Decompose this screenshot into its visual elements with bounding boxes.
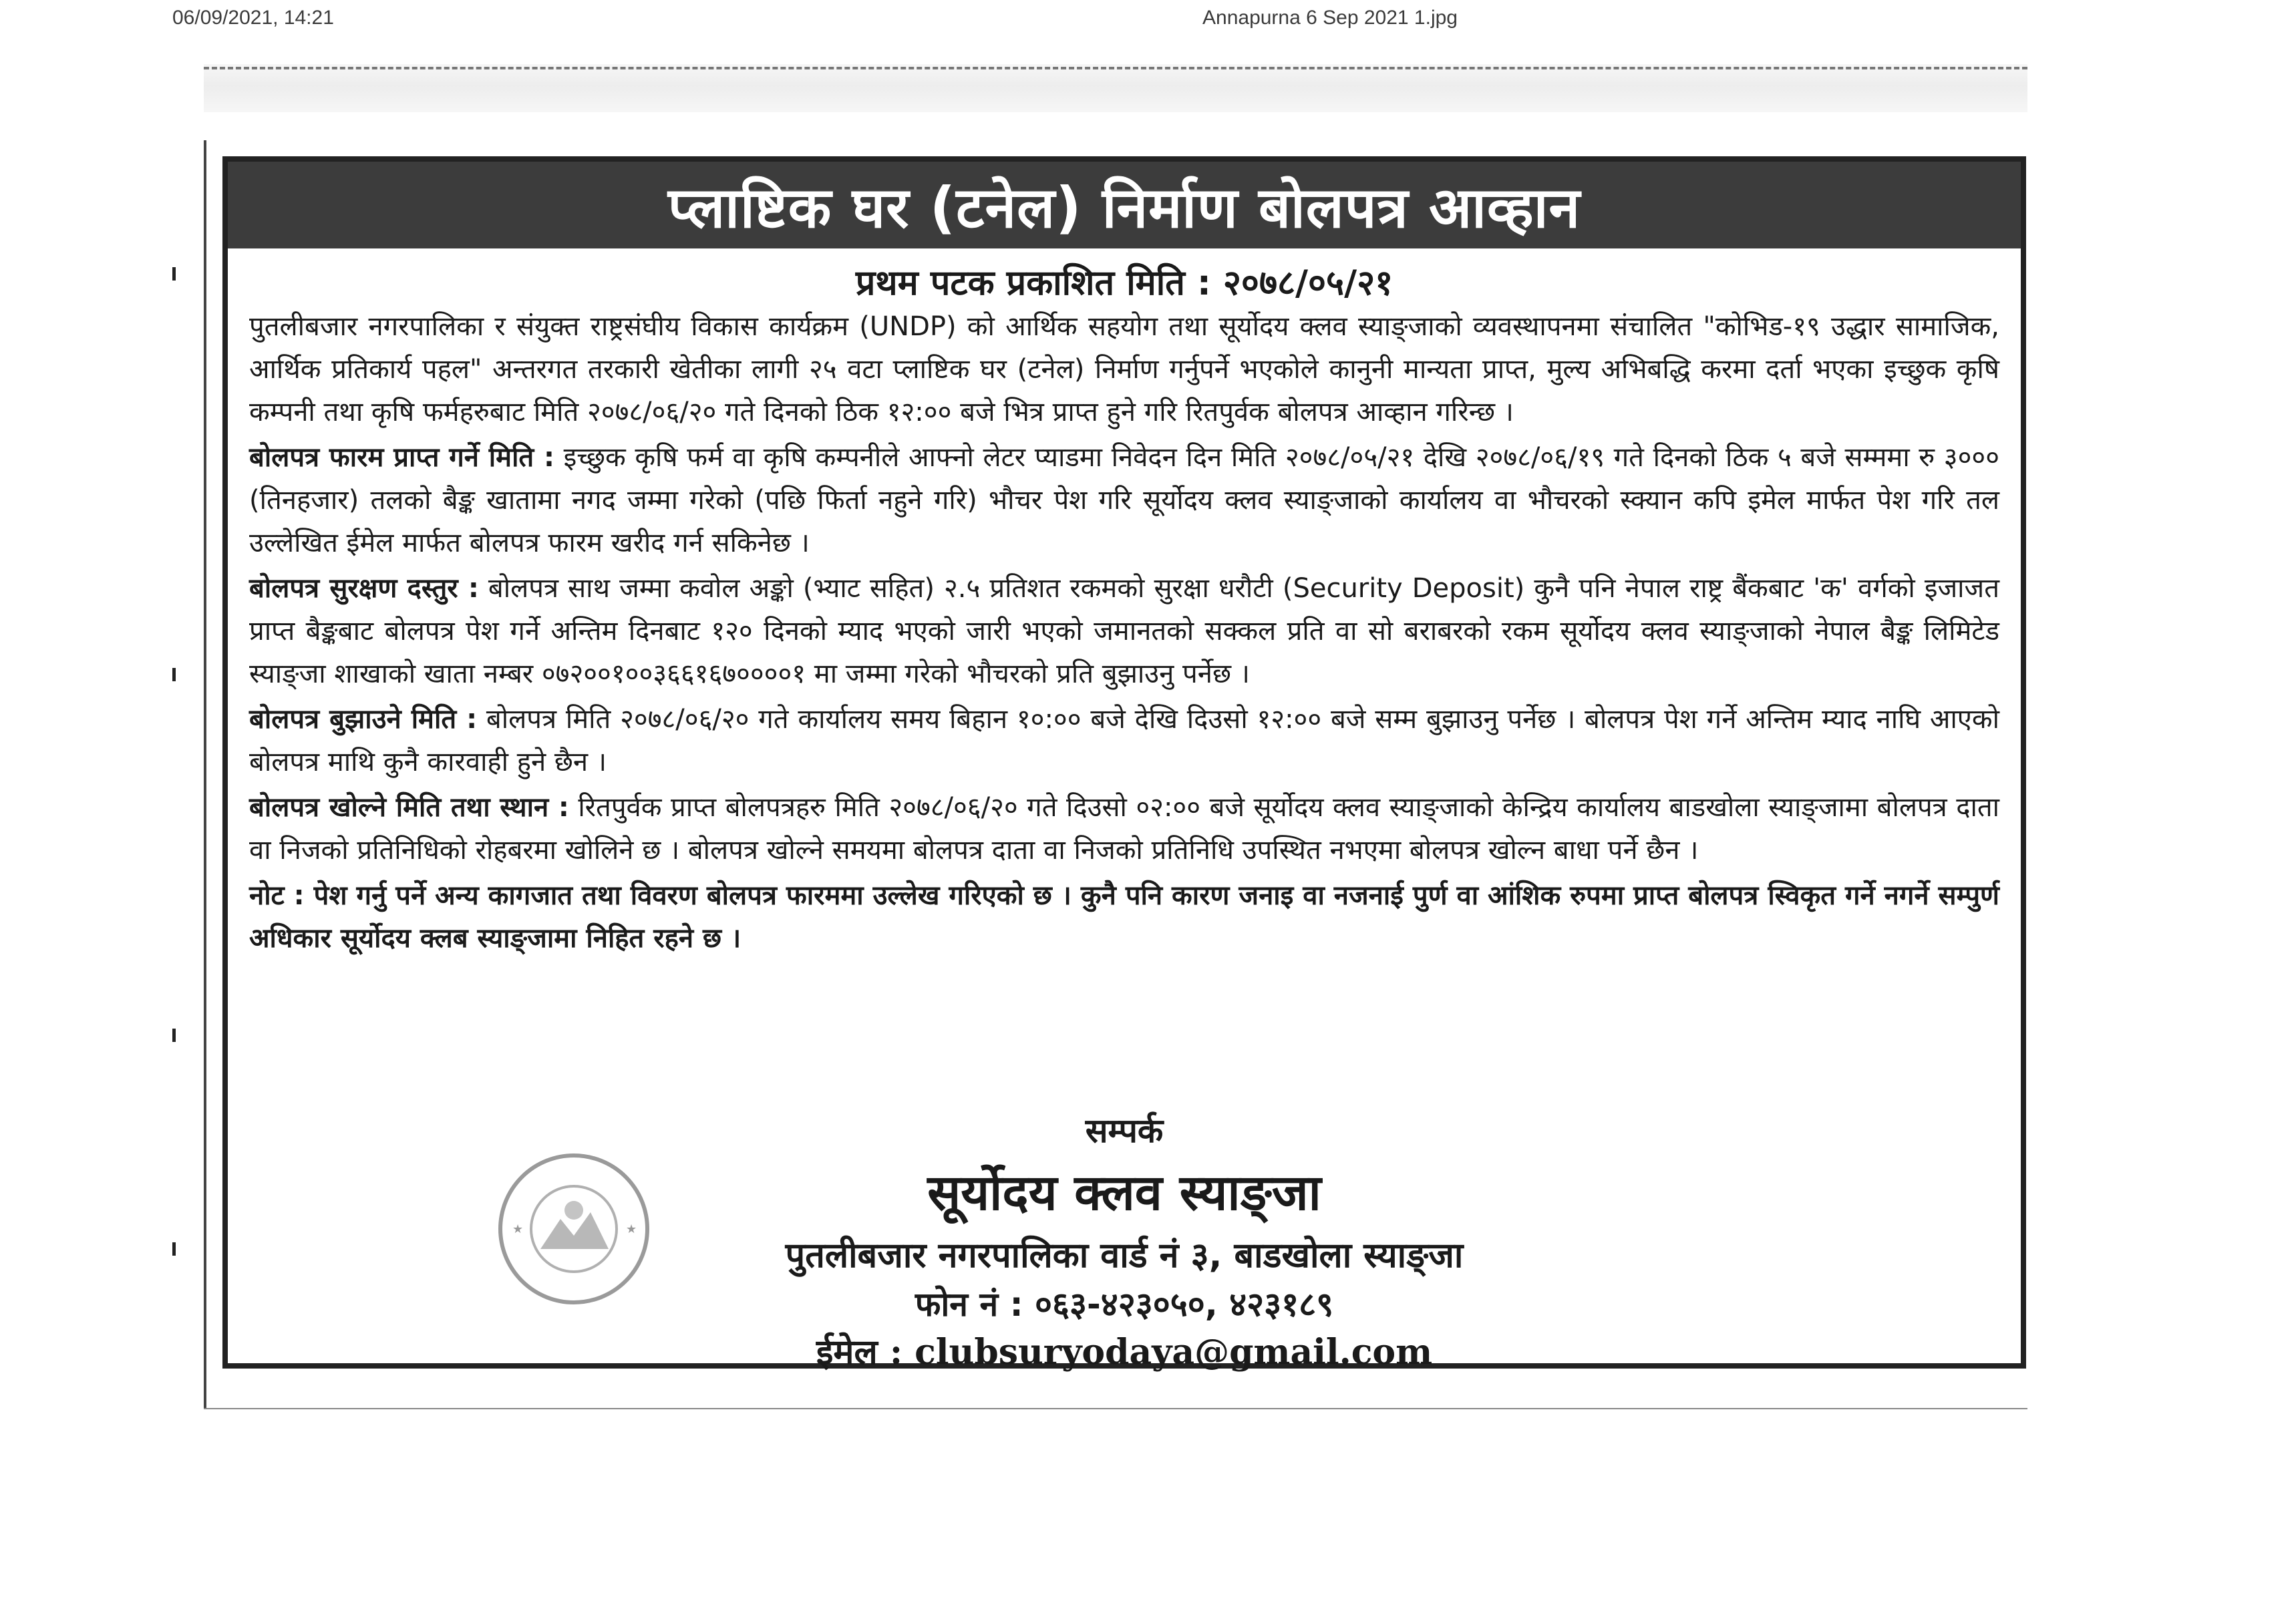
paragraph-opening bbox=[249, 786, 1999, 872]
scan-rule-left bbox=[204, 140, 206, 1409]
paragraph-label: बोलपत्र फारम प्राप्त गर्ने मिति : bbox=[249, 442, 555, 473]
paragraph-text: पेश गर्नु पर्ने अन्य कागजात तथा विवरण बोलपत्र फारममा उल्लेख गरिएको छ । कुनै पनि कारण जनाइ वा नजनाई पुर्ण वा आंशिक रुपमा प्राप्त बोलपत्र स्विकृत गर्ने नगर्ने सम्पुर्ण अधिकार सूर्योदय क्लब स्याङ्जामा निहित रहने छ । bbox=[249, 880, 1999, 954]
print-timestamp: 06/09/2021, 14:21 bbox=[172, 7, 334, 29]
notice-title: प्लाष्टिक घर (टनेल) निर्माण बोलपत्र आव्हान bbox=[667, 174, 1581, 240]
paragraph-intro bbox=[249, 305, 1999, 433]
paragraph-label: बोलपत्र खोल्ने मिति तथा स्थान : bbox=[249, 792, 569, 823]
paragraph-text: बोलपत्र साथ जम्मा कवोल अङ्को (भ्याट सहित) २.५ प्रतिशत रकमको सुरक्षा धरौटी (Security Deposit) कुनै पनि नेपाल राष्ट्र बैंकबाट 'क' वर्गको इजाजत प्राप्त बैङ्कबाट बोलपत्र पेश गर्ने अन्तिम दिनबाट १२० दिनको म्याद भएको जारी भएको जमानतको सक्कल प्रति वा सो बराबरको रकम सूर्योदय क्लव स्याङ्जाको नेपाल बैङ्क लिमिटेड स्याङ्जा शाखाको खाता नम्बर ०७२००१००३६६१६७००००१ मा जम्मा गरेको भौचरको प्रति बुझाउनु पर्नेछ । bbox=[249, 573, 2000, 689]
paragraph-form-date bbox=[249, 436, 1999, 564]
paragraph-text: रितपुर्वक प्राप्त बोलपत्रहरु मिति २०७८/०६/२० गते दिउसो ०२:०० बजे सूर्योदय क्लव स्याङ्जाको केन्द्रिय कार्यालय बाडखोला स्याङ्जामा बोलपत्र दाता वा निजको प्रतिनिधिको रोहबरमा खोलिने छ । बोलपत्र खोल्ने समयमा बोलपत्र दाता वा निजको प्रतिनिधि उपस्थित नभएमा बोलपत्र खोल्न बाधा पर्ने छैन । bbox=[249, 792, 1999, 866]
phone-number: फोन नं : ०६३-४२३०५०, ४२३१८९ bbox=[915, 1285, 1334, 1324]
scan-rule-bottom bbox=[204, 1408, 2027, 1409]
email-address: ईमेल : clubsuryodaya@gmail.com bbox=[816, 1332, 1433, 1373]
notice-body bbox=[249, 305, 1999, 962]
paragraph-label: बोलपत्र बुझाउने मिति : bbox=[249, 704, 478, 735]
tender-notice bbox=[222, 156, 2026, 1373]
published-date: प्रथम पटक प्रकाशित मिति : २०७८/०५/२१ bbox=[855, 263, 1393, 303]
paragraph-text: बोलपत्र मिति २०७८/०६/२० गते कार्यालय समय बिहान १०:०० बजे देखि दिउसो १२:०० बजे सम्म बुझाउनु पर्नेछ । बोलपत्र पेश गर्ने अन्तिम म्याद नाघि आएको बोलपत्र माथि कुनै कारवाही हुने छैन । bbox=[249, 704, 1999, 777]
svg-text:★: ★ bbox=[626, 1222, 637, 1236]
title-bar bbox=[228, 162, 2021, 248]
file-name: Annapurna 6 Sep 2021 1.jpg bbox=[1202, 7, 1458, 29]
paragraph-security-deposit bbox=[249, 567, 1999, 695]
scan-strip bbox=[204, 64, 2027, 112]
contact-heading: सम्पर्क bbox=[1085, 1111, 1164, 1150]
svg-text:★: ★ bbox=[512, 1222, 524, 1236]
margin-tick bbox=[172, 1242, 176, 1256]
margin-tick bbox=[172, 267, 176, 281]
paragraph-submission-date bbox=[249, 698, 1999, 783]
paragraph-note bbox=[249, 874, 1999, 960]
organization-name: सूर्योदय क्लव स्याङ्जा bbox=[927, 1164, 1321, 1222]
margin-tick bbox=[172, 1029, 176, 1042]
paragraph-label: नोट : bbox=[249, 880, 305, 911]
paragraph-text: इच्छुक कृषि फर्म वा कृषि कम्पनीले आफ्नो लेटर प्याडमा निवेदन दिन मिति २०७८/०५/२१ देखि २०७८/०६/१९ गते दिनको ठिक ५ बजे सम्ममा रु ३००० (तिनहजार) तलको बैङ्क खातामा नगद जम्मा गरेको (पछि फिर्ता नहुने गरि) भौचर पेश गरि सूर्योदय क्लव स्याङ्जाको कार्यालय वा भौचरको स्क्यान कपि इमेल मार्फत पेश गरि तल उल्लेखित ईमेल मार्फत बोलपत्र फारम खरीद गर्न सकिनेछ । bbox=[249, 442, 1999, 558]
margin-tick bbox=[172, 668, 176, 681]
organization-address: पुतलीबजार नगरपालिका वार्ड नं ३, बाडखोला स्याङ्जा bbox=[785, 1236, 1464, 1276]
paragraph-label: बोलपत्र सुरक्षण दस्तुर : bbox=[249, 573, 479, 604]
paragraph-text: पुतलीबजार नगरपालिका र संयुक्त राष्ट्रसंघीय विकास कार्यक्रम (UNDP) को आर्थिक सहयोग तथा सूर्योदय क्लव स्याङ्जाको व्यवस्थापनमा संचालित "कोभिड-१९ उद्धार सामाजिक, आर्थिक प्रतिकार्य पहल" अन्तरगत तरकारी खेतीका लागी २५ वटा प्लाष्टिक घर (टनेल) निर्माण गर्नुपर्ने भएकोले कानुनी मान्यता प्राप्त, मुल्य अभिबद्धि करमा दर्ता भएका इच्छुक कृषि कम्पनी तथा कृषि फर्महरुबाट मिति २०७८/०६/२० गते दिनको ठिक १२:०० बजे भित्र प्राप्त हुने गरि रितपुर्वक बोलपत्र आव्हान गरिन्छ । bbox=[249, 311, 1999, 427]
